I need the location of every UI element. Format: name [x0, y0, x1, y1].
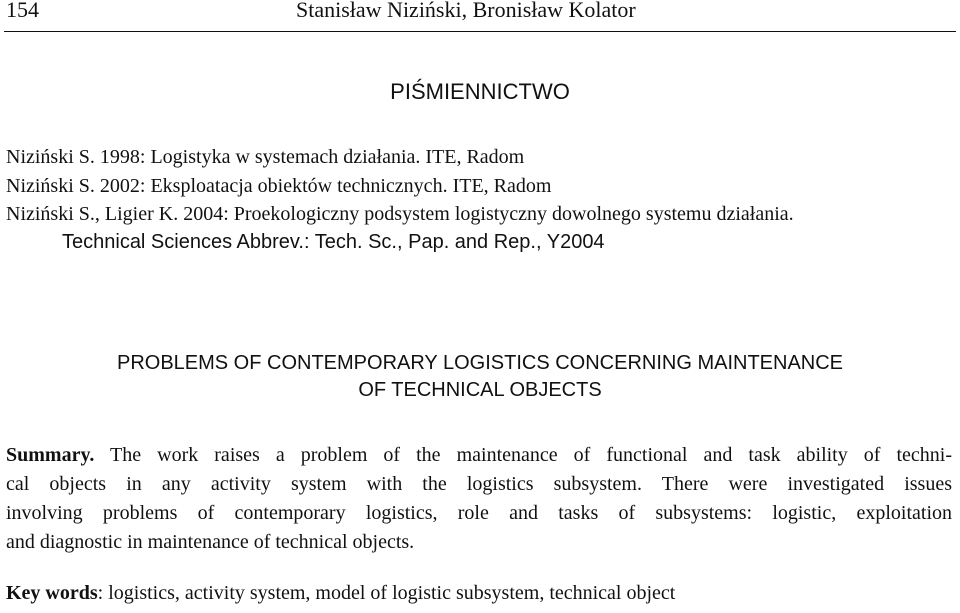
- running-title: Stanisław Niziński, Bronisław Kolator: [296, 0, 636, 22]
- english-title-line-2: OF TECHNICAL OBJECTS: [358, 379, 602, 401]
- keywords-text: : logistics, activity system, model of logistic subsystem, technical object: [97, 582, 676, 604]
- reference-entry-2: Niziński S. 2002: Eksploatacja obiektów technicznych. ITE, Radom: [6, 175, 552, 197]
- reference-entry-3: Niziński S., Ligier K. 2004: Proekologiczny podsystem logistyczny dowolnego systemu działania.: [6, 203, 794, 225]
- summary-line-3: involving problems of contemporary logistics, role and tasks of subsystems: logistic, exploitation: [6, 502, 952, 524]
- summary-line-1: [6, 441, 952, 470]
- english-title: [0, 350, 960, 404]
- header-rule: [4, 31, 956, 32]
- references-heading: PIŚMIENNICTWO: [390, 79, 570, 104]
- keywords-line: [6, 579, 675, 608]
- keywords-label: Key words: [6, 582, 98, 604]
- summary-label: Summary.: [6, 444, 95, 466]
- reference-entry-1: Niziński S. 1998: Logistyka w systemach działania. ITE, Radom: [6, 146, 525, 168]
- page-number: 154: [6, 0, 39, 22]
- reference-entry-3-continuation: Technical Sciences Abbrev.: Tech. Sc., Pap. and Rep., Y2004: [62, 231, 605, 253]
- english-title-line-1: PROBLEMS OF CONTEMPORARY LOGISTICS CONCERNING MAINTENANCE: [116, 352, 844, 374]
- summary-line-2: cal objects in any activity system with the logistics subsystem. There were investigated issues: [6, 473, 952, 495]
- summary-text-1: The work raises a problem of the maintenance of functional and task ability of techni-: [110, 444, 952, 466]
- summary-line-4: and diagnostic in maintenance of technical objects.: [6, 531, 415, 553]
- summary-paragraph: [6, 441, 952, 557]
